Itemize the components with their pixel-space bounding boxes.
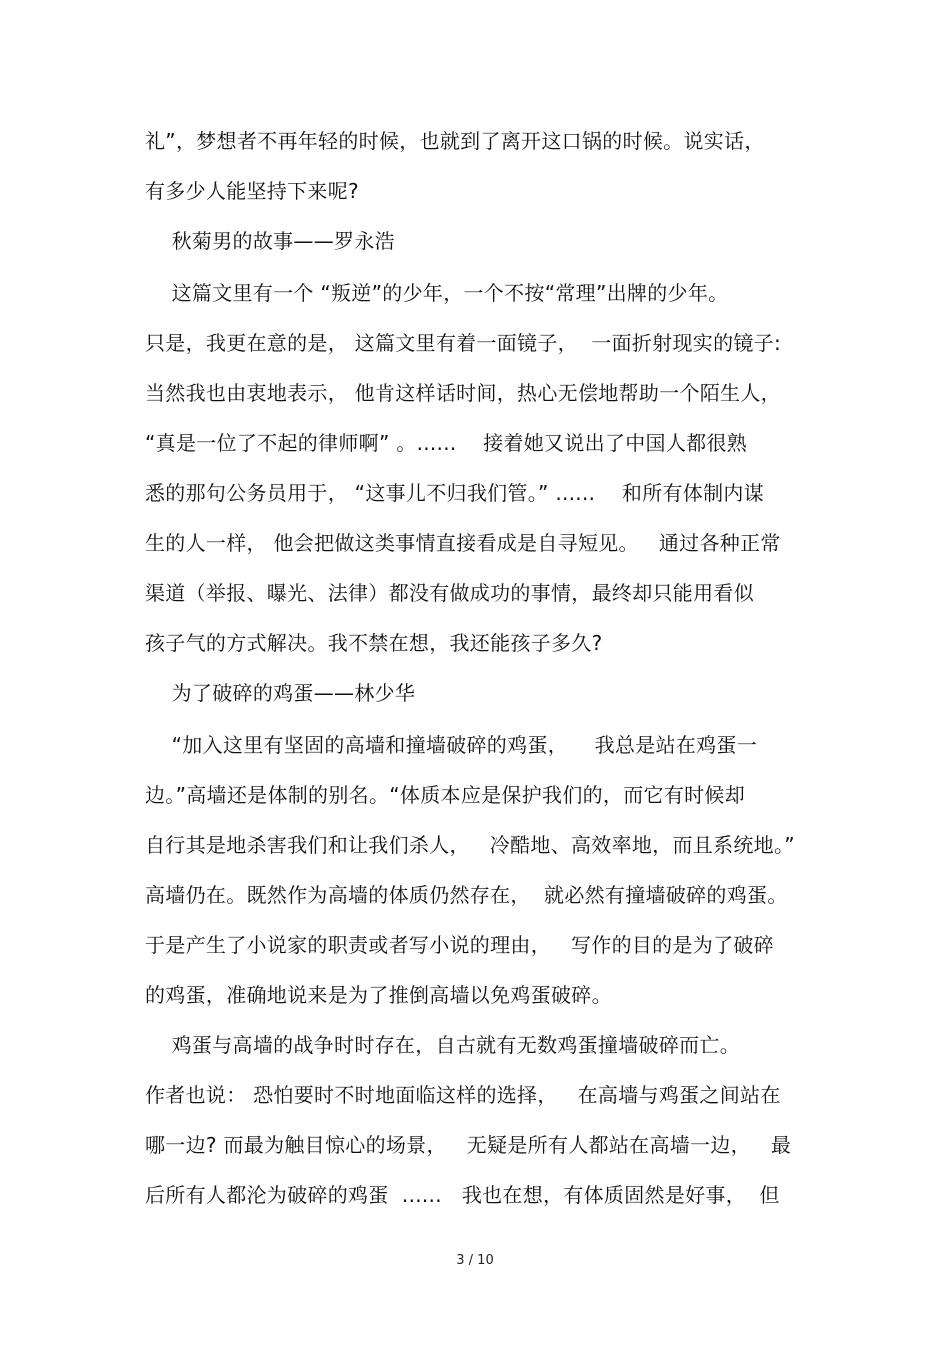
text-line: 自行其是地杀害我们和让我们杀人， 冷酷地、高效率地，而且系统地。”: [145, 833, 795, 857]
text-line: 哪一边? 而最为触目惊心的场景， 无疑是所有人都站在高墙一边， 最: [145, 1133, 792, 1157]
text-line: “加入这里有坚固的高墙和撞墙破碎的鸡蛋， 我总是站在鸡蛋一: [145, 733, 758, 757]
text-line: 后所有人都沦为破碎的鸡蛋 ...... 我也在想，有体质固然是好事， 但: [145, 1183, 780, 1207]
text-line: 悉的那句公务员用于， “这事儿不归我们管。” ...... 和所有体制内谋: [145, 481, 765, 505]
text-line: 礼”，梦想者不再年轻的时候，也就到了离开这口锅的时候。说实话，: [145, 129, 765, 153]
page-number: 3 / 10: [456, 1253, 494, 1268]
text-line: 渠道（举报、曝光、法律）都没有做成功的事情，最终却只能用看似: [145, 581, 754, 605]
text-line: “真是一位了不起的律师啊” 。...... 接着她又说出了中国人都很熟: [145, 431, 748, 455]
text-line: 这篇文里有一个 “叛逆”的少年，一个不按“常理”出牌的少年。: [145, 281, 729, 305]
text-line: 只是，我更在意的是， 这篇文里有着一面镜子， 一面折射现实的镜子:: [145, 331, 782, 355]
text-line: 有多少人能坚持下来呢?: [145, 179, 359, 203]
text-line: 孩子气的方式解决。我不禁在想，我还能孩子多久?: [145, 631, 603, 655]
text-line: 高墙仍在。既然作为高墙的体质仍然存在， 就必然有撞墙破碎的鸡蛋。: [145, 883, 788, 907]
text-line: 作者也说： 恐怕要时不时地面临这样的选择， 在高墙与鸡蛋之间站在: [145, 1083, 781, 1107]
text-line: 鸡蛋与高墙的战争时时存在，自古就有无数鸡蛋撞墙破碎而亡。: [145, 1033, 741, 1057]
text-line: 边。”高墙还是体制的别名。“体质本应是保护我们的，而它有时候却: [145, 783, 746, 807]
text-line: 生的人一样， 他会把做这类事情直接看成是自寻短见。 通过各种正常: [145, 531, 781, 555]
section-heading: 为了破碎的鸡蛋——林少华: [145, 681, 416, 705]
text-line: 于是产生了小说家的职责或者写小说的理由， 写作的目的是为了破碎: [145, 933, 774, 957]
text-line: 当然我也由衷地表示， 他肯这样话时间，热心无偿地帮助一个陌生人，: [145, 381, 781, 405]
section-heading: 秋菊男的故事——罗永浩: [145, 229, 395, 253]
text-line: 的鸡蛋，准确地说来是为了推倒高墙以免鸡蛋破碎。: [145, 983, 612, 1007]
